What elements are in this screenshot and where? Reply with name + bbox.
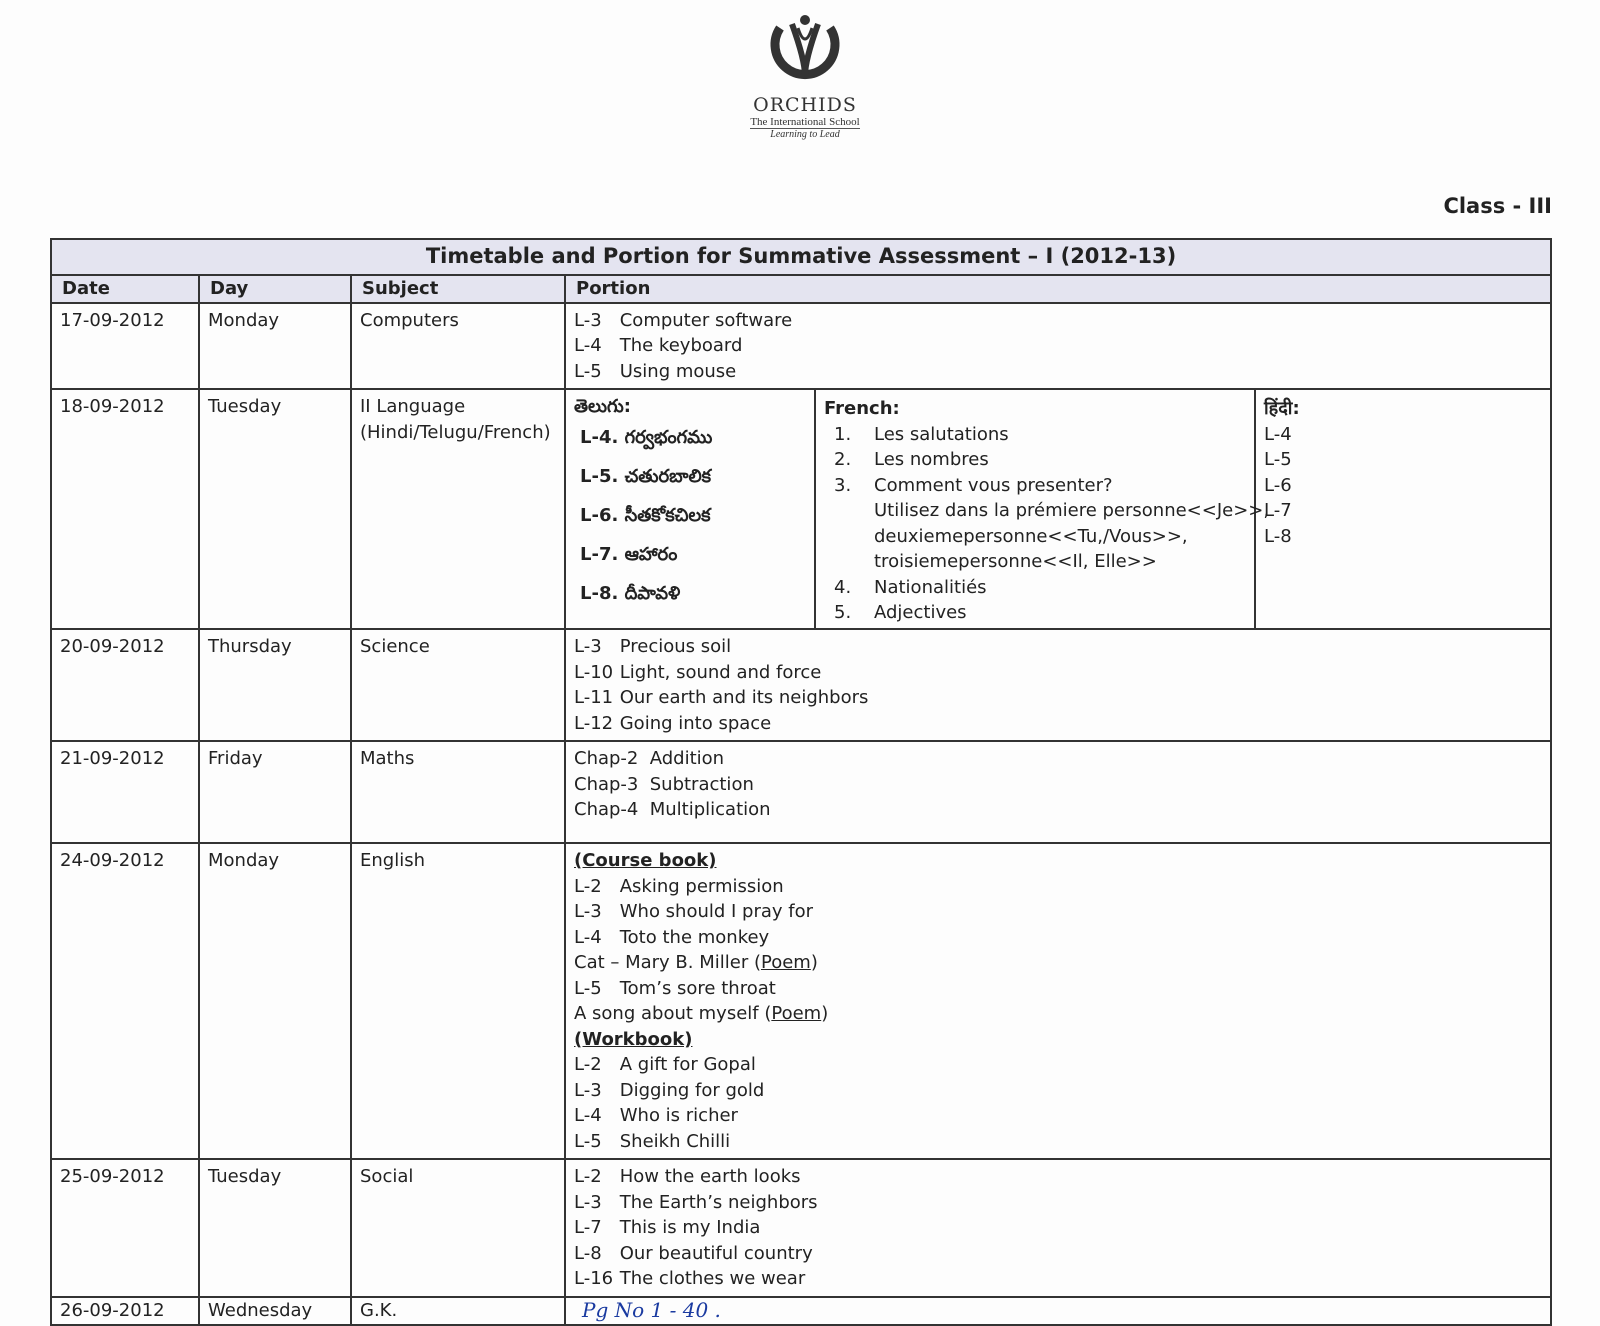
telugu-portion: తెలుగు: L-4. గర్వభంగము L-5. చతురబాలిక L-6. సీతకోకచిలక L-7. ఆహారం L-8. దీపావళి xyxy=(566,390,816,628)
portion-item: L-2 How the earth looks xyxy=(574,1166,801,1187)
portion-item: L-5 Tom’s sore throat xyxy=(574,977,776,999)
portion-item: Chap-3 Subtraction xyxy=(574,773,754,795)
header-portion: Portion xyxy=(565,275,1551,303)
header-subject: Subject xyxy=(351,275,565,303)
portion-cell xyxy=(565,629,1551,741)
day-cell: Thursday xyxy=(199,629,351,741)
portion-item: L-3 Computer software xyxy=(574,309,793,331)
portion-cell xyxy=(565,843,1551,1159)
portion-item: L-2 A gift for Gopal xyxy=(574,1054,756,1075)
hindi-portion: हिंदी: L-4 L-5 L-6 L-7 L-8 xyxy=(1264,398,1300,547)
portion-item: L-8 Our beautiful country xyxy=(574,1242,813,1264)
date-cell: 20-09-2012 xyxy=(51,629,199,741)
portion-item: L-3 Who should I pray for xyxy=(574,901,814,922)
date-cell: 21-09-2012 xyxy=(51,741,199,843)
day-cell: Monday xyxy=(199,843,351,1159)
portion-item: L-16 The clothes we wear xyxy=(574,1268,806,1289)
orchids-emblem-icon xyxy=(762,10,848,90)
date-cell: 18-09-2012 xyxy=(51,389,199,629)
portion-cell xyxy=(565,1297,1551,1326)
portion-item: L-2 Asking permission xyxy=(574,875,784,897)
portion-item: L-4 Toto the monkey xyxy=(574,926,770,948)
portion-item: L-5 Sheikh Chilli xyxy=(574,1130,731,1152)
table-row xyxy=(51,1297,1551,1326)
table-row xyxy=(51,843,1551,1159)
school-name: ORCHIDS xyxy=(753,94,857,116)
portion-item: L-3 Digging for gold xyxy=(574,1079,765,1101)
portion-item: Chap-2 Addition xyxy=(574,748,725,769)
school-tagline: Learning to Lead xyxy=(770,129,840,140)
school-subtitle: The International School xyxy=(750,116,860,128)
class-label: Class - III xyxy=(1443,194,1552,218)
subject-cell: Maths xyxy=(351,741,565,843)
table-title: Timetable and Portion for Summative Assessment – I (2012-13) xyxy=(51,239,1551,275)
date-cell: 26-09-2012 xyxy=(51,1297,199,1326)
portion-item: A song about myself (Poem) xyxy=(574,1003,829,1024)
handwritten-note: Pg No 1 - 40 . xyxy=(582,1297,721,1322)
portion-item: L-4 Who is richer xyxy=(574,1105,738,1126)
portion-item: L-3 The Earth’s neighbors xyxy=(574,1191,818,1213)
subject-cell: English xyxy=(351,843,565,1159)
day-cell: Wednesday xyxy=(199,1297,351,1326)
subject-cell: Social xyxy=(351,1159,565,1297)
header-date: Date xyxy=(51,275,199,303)
subject-cell: Computers xyxy=(351,303,565,390)
header-row xyxy=(51,275,1551,303)
portion-item: L-3 Precious soil xyxy=(574,636,732,657)
french-portion: French: 1. Les salutations 2. Les nombres 3. Comment vous presenter? Utilisez dans la prémiere personne<<Je>>, deuxiemepersonne<<Tu,/Vous>>, troisiemepersonne<<Il, Elle>> 4. Nationalitiés 5. Adjectives xyxy=(816,390,1256,628)
table-row xyxy=(51,389,1551,629)
portion-item: Chap-4 Multiplication xyxy=(574,799,771,820)
timetable xyxy=(50,238,1552,1326)
coursebook-heading: (Course book) xyxy=(574,850,717,871)
portion-item: L-11 Our earth and its neighbors xyxy=(574,687,869,708)
day-cell: Tuesday xyxy=(199,389,351,629)
date-cell: 24-09-2012 xyxy=(51,843,199,1159)
date-cell: 17-09-2012 xyxy=(51,303,199,390)
portion-cell xyxy=(565,389,1551,629)
portion-item: Cat – Mary B. Miller (Poem) xyxy=(574,952,818,973)
portion-item: L-12 Going into space xyxy=(574,712,772,734)
day-cell: Friday xyxy=(199,741,351,843)
table-row xyxy=(51,303,1551,390)
portion-item: L-5 Using mouse xyxy=(574,360,737,382)
portion-item: L-7 This is my India xyxy=(574,1217,761,1238)
table-title-row xyxy=(51,239,1551,275)
subject-cell: G.K. xyxy=(351,1297,565,1326)
portion-cell xyxy=(565,303,1551,390)
table-row xyxy=(51,1159,1551,1297)
header-day: Day xyxy=(199,275,351,303)
portion-item: L-10 Light, sound and force xyxy=(574,661,822,683)
subject-cell: II Language (Hindi/Telugu/French) xyxy=(351,389,565,629)
school-logo xyxy=(750,10,860,140)
day-cell: Tuesday xyxy=(199,1159,351,1297)
day-cell: Monday xyxy=(199,303,351,390)
subject-cell: Science xyxy=(351,629,565,741)
portion-item: L-4 The keyboard xyxy=(574,335,743,356)
workbook-heading: (Workbook) xyxy=(574,1028,693,1050)
portion-cell xyxy=(565,1159,1551,1297)
date-cell: 25-09-2012 xyxy=(51,1159,199,1297)
table-row xyxy=(51,629,1551,741)
table-row xyxy=(51,741,1551,843)
portion-cell xyxy=(565,741,1551,843)
